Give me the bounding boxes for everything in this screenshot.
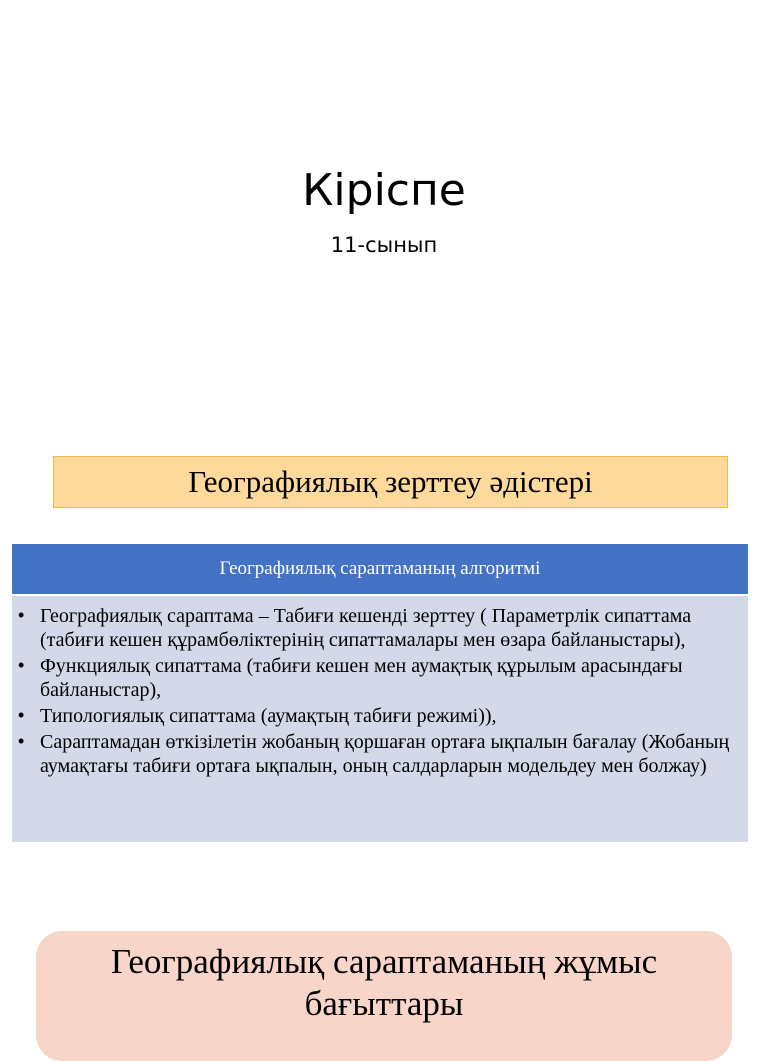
bullet-icon: • bbox=[18, 605, 25, 625]
list-item-text: Географиялық сараптама – Табиғи кешенді зерттеу ( Параметрлік сипаттама (табиғи кешен құрамбөліктерінің сипаттамалары мен өзара байланыстары), bbox=[40, 605, 692, 651]
algorithm-table-header: Географиялық сараптаманың алгоритмі bbox=[12, 544, 748, 594]
bullet-icon: • bbox=[18, 705, 25, 725]
list-item bbox=[12, 604, 734, 652]
directions-banner: Географиялық сараптаманың жұмыс бағыттары bbox=[36, 931, 732, 1061]
methods-banner: Географиялық зерттеу әдістері bbox=[53, 456, 728, 508]
list-item-text: Функциялық сипаттама (табиғи кешен мен аумақтық құрылым арасындағы байланыстар), bbox=[40, 655, 683, 701]
list-item bbox=[12, 730, 734, 778]
bullet-icon: • bbox=[18, 731, 25, 751]
slide-subtitle: 11-сынып bbox=[330, 233, 438, 257]
slide-title: Кіріспе bbox=[302, 165, 466, 216]
algorithm-table-body bbox=[12, 596, 748, 842]
list-item bbox=[12, 704, 734, 728]
bullet-icon: • bbox=[18, 655, 25, 675]
list-item-text: Типологиялық сипаттама (аумақтың табиғи режимі)), bbox=[40, 705, 497, 727]
algorithm-list bbox=[12, 604, 734, 778]
list-item bbox=[12, 654, 734, 702]
list-item-text: Сараптамадан өткізілетін жобаның қоршаған ортаға ықпалын бағалау (Жобаның аумақтағы табиғи ортаға ықпалын, оның салдарларын модельдеу мен болжау) bbox=[40, 731, 730, 777]
